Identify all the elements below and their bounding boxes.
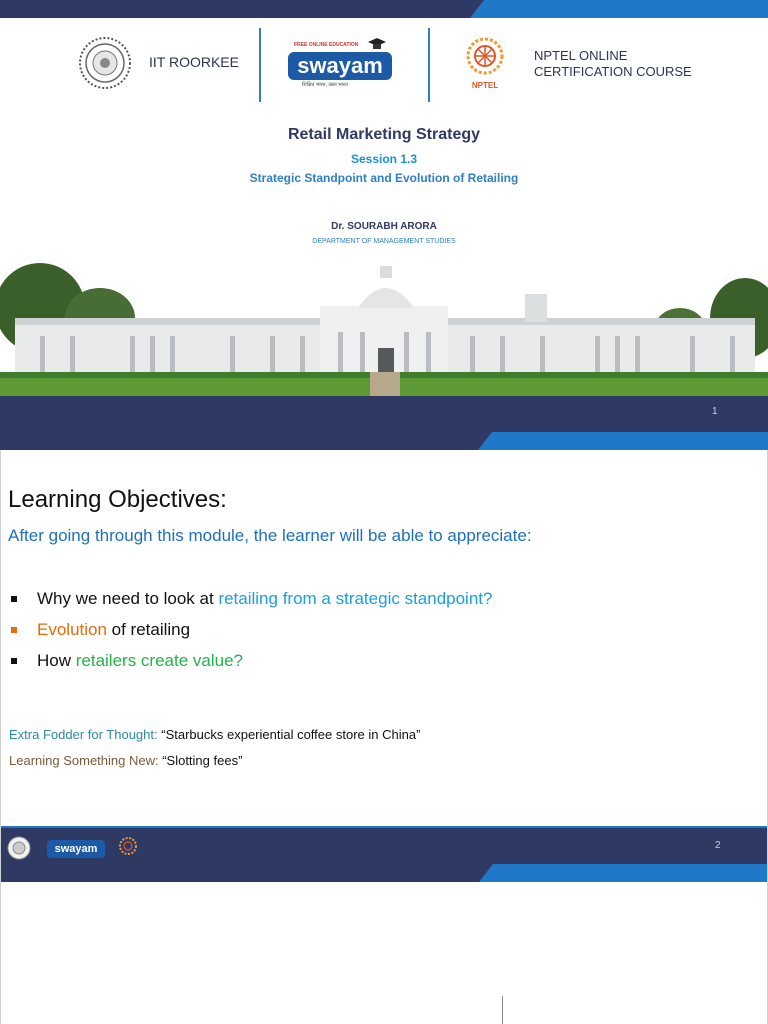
nptel-line2: CERTIFICATION COURSE [534,64,692,79]
bullet-text: Why we need to look at [37,589,219,608]
swayam-wordmark: swayam [288,52,392,80]
text-cursor [502,996,503,1024]
swayam-footer-logo: swayam [47,840,105,858]
nptel-line1: NPTEL ONLINE [534,48,628,63]
department-name: DEPARTMENT OF MANAGEMENT STUDIES [312,238,456,245]
page-number: 1 [712,406,718,417]
bullet-text: How [37,651,76,670]
learning-new-label: Learning Something New: [9,753,159,768]
author-name: Dr. SOURABH ARORA [331,221,437,232]
iit-roorkee-logo-icon [78,36,132,90]
header-divider [428,28,430,102]
extra-fodder-text: “Starbucks experiential coffee store in China” [157,727,421,742]
bullet-icon [11,627,17,633]
nptel-label [534,48,692,80]
nptel-footer-logo-icon [118,836,138,860]
learning-new-text: “Slotting fees” [158,753,243,768]
header-divider [259,28,261,102]
list-item [9,649,492,680]
bullet-highlight: retailing from a strategic standpoint? [218,589,493,608]
extra-fodder-label: Extra Fodder for Thought: [9,727,158,742]
intro-text: After going through this module, the learner will be able to appreciate: [8,526,532,545]
page-number: 2 [715,840,721,851]
learning-objectives-slide [0,450,768,882]
nptel-logo-icon [463,36,507,92]
course-title: Retail Marketing Strategy [287,126,481,143]
bullet-highlight: Evolution [37,620,107,639]
nptel-logo-text: NPTEL [471,81,499,90]
session-subtitle: Strategic Standpoint and Evolution of Retailing [249,171,519,185]
swayam-tagline: FREE ONLINE EDUCATION [294,42,359,48]
next-slide [0,882,768,1024]
graduation-cap-icon [368,38,386,52]
extra-fodder-line [9,727,420,742]
bullet-text: of retailing [106,620,191,639]
bullet-highlight: retailers create value? [75,651,243,670]
bullet-icon [11,596,17,602]
list-item [9,618,492,649]
bullet-icon [11,658,17,664]
session-number: Session 1.3 [350,152,418,166]
top-banner-accent [470,0,768,18]
iit-roorkee-logo-icon [7,836,31,860]
campus-building-image [0,248,768,398]
title-slide [0,0,768,450]
bottom-banner-accent [478,432,768,450]
swayam-subtext: शिक्षित भारत, उन्नत भारत [302,82,348,88]
footer-banner-accent [479,864,768,882]
iit-roorkee-label: IIT ROORKEE [149,54,239,70]
learning-new-line [9,753,242,768]
list-item [9,587,492,618]
objectives-list [9,587,492,680]
slide-title: Learning Objectives: [8,486,227,513]
